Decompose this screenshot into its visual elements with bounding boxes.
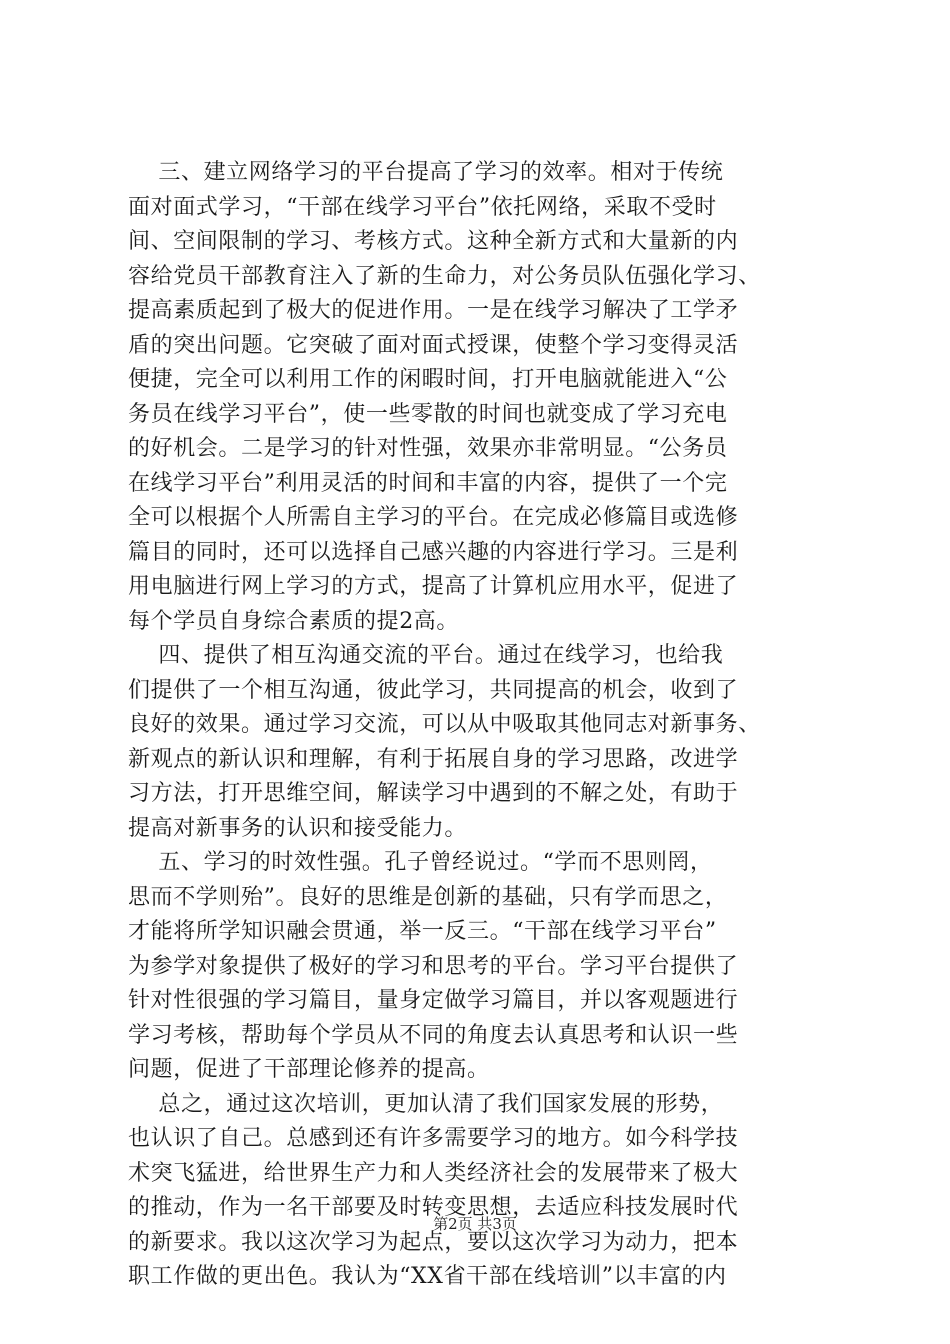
text-line: 每个学员自身综合素质的提2高。: [128, 608, 459, 634]
text-line: 学习考核，帮助每个学员从不同的角度去认真思考和认识一些: [128, 1022, 739, 1048]
text-line: 容给党员干部教育注入了新的生命力，对公务员队伍强化学习、: [128, 263, 761, 289]
text-line: 四、提供了相互沟通交流的平台。通过在线学习，也给我: [128, 643, 724, 668]
text-line: 思而不学则殆”。良好的思维是创新的基础，只有学而思之，: [128, 884, 728, 910]
text-line: 全可以根据个人所需自主学习的平台。在完成必修篇目或选修: [128, 505, 739, 530]
text-line: 务员在线学习平台”，使一些零散的时间也就变成了学习充电: [128, 401, 728, 427]
page-footer: 第2页 共3页: [433, 1215, 517, 1233]
text-line: 习方法，打开思维空间，解读学习中遇到的不解之处，有助于: [128, 781, 739, 806]
text-line: 为参学对象提供了极好的学习和思考的平台。学习平台提供了: [128, 953, 739, 979]
text-line: 用电脑进行网上学习的方式，提高了计算机应用水平，促进了: [128, 574, 739, 599]
text-line: 良好的效果。通过学习交流，可以从中吸取其他同志对新事务、: [128, 712, 761, 737]
text-line: 五、学习的时效性强。孔子曾经说过。“学而不思则罔，: [128, 850, 713, 875]
text-line: 新观点的新认识和理解，有利于拓展自身的学习思路，改进学: [128, 746, 739, 772]
text-line: 针对性很强的学习篇目，量身定做学习篇目，并以客观题进行: [128, 988, 739, 1013]
text-line: 间、空间限制的学习、考核方式。这种全新方式和大量新的内: [128, 229, 739, 254]
text-line: 的好机会。二是学习的针对性强，效果亦非常明显。“公务员: [128, 436, 728, 461]
text-line: 的新要求。我以这次学习为起点，要以这次学习为动力，把本: [128, 1229, 739, 1255]
text-line: 面对面式学习，“干部在线学习平台”依托网络，采取不受时: [128, 194, 717, 220]
text-line: 篇目的同时，还可以选择自己感兴趣的内容进行学习。三是利: [128, 539, 739, 565]
body-text: [128, 156, 838, 1295]
text-line: 便捷，完全可以利用工作的闲暇时间，打开电脑就能进入“公: [128, 367, 728, 392]
text-line: 的推动，作为一名干部要及时转变思想，去适应科技发展时代: [128, 1195, 739, 1220]
text-line: 才能将所学知识融会贯通，举一反三。“干部在线学习平台”: [128, 919, 717, 944]
text-line: 职工作做的更出色。我认为“XX省干部在线培训”以丰富的内: [128, 1264, 727, 1289]
text-line: 也认识了自己。总感到还有许多需要学习的地方。如今科学技: [128, 1126, 739, 1151]
text-line: 术突飞猛进，给世界生产力和人类经济社会的发展带来了极大: [128, 1160, 739, 1186]
text-line: 三、建立网络学习的平台提高了学习的效率。相对于传统: [128, 160, 724, 185]
text-line: 提高对新事务的认识和接受能力。: [128, 815, 468, 841]
text-line: 提高素质起到了极大的促进作用。一是在线学习解决了工学矛: [128, 298, 739, 323]
text-line: 们提供了一个相互沟通，彼此学习，共同提高的机会，收到了: [128, 677, 739, 703]
text-line: 盾的突出问题。它突破了面对面式授课，使整个学习变得灵活: [128, 332, 739, 358]
text-line: 问题，促进了干部理论修养的提高。: [128, 1057, 490, 1082]
text-line: 在线学习平台”利用灵活的时间和丰富的内容，提供了一个完: [128, 470, 728, 496]
text-line: 总之，通过这次培训，更加认清了我们国家发展的形势，: [128, 1091, 724, 1117]
